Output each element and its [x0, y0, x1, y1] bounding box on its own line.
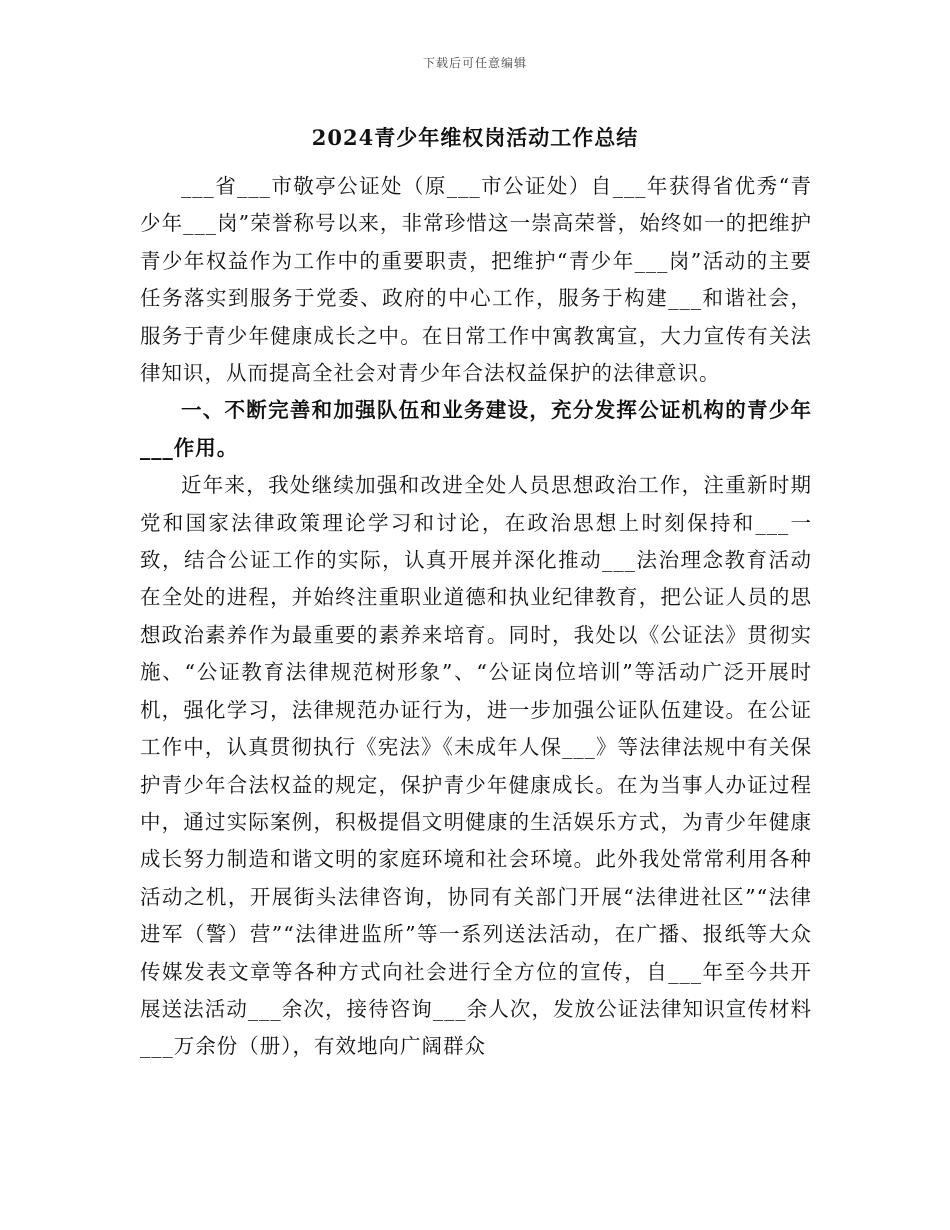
- body-paragraph: 近年来，我处继续加强和改进全处人员思想政治工作，注重新时期党和国家法律政策理论学习和讨论，在政治思想上时刻保持和___一致，结合公证工作的实际，认真开展并深化推动___法治理念教育活动在全处的进程，并始终注重职业道德和执业纪律教育，把公证人员的思想政治素养作为最重要的素养来培育。同时，我处以《公证法》贯彻实施、“公证教育法律规范树形象”、“公证岗位培训”等活动广泛开展时机，强化学习，法律规范办证行为，进一步加强公证队伍建设。在公证工作中，认真贯彻执行《宪法》《未成年人保___》等法律法规中有关保护青少年合法权益的规定，保护青少年健康成长。在为当事人办证过程中，通过实际案例，积极提倡文明健康的生活娱乐方式，为青少年健康成长努力制造和谐文明的家庭环境和社会环境。此外我处常常利用各种活动之机，开展街头法律咨询，协同有关部门开展“法律进社区”“法律进军（警）营”“法律进监所”等一系列送法活动，在广播、报纸等大众传媒发表文章等各种方式向社会进行全方位的宣传，自___年至今共开展送法活动___余次，接待咨询___余人次，发放公证法律知识宣传材料___万余份（册），有效地向广阔群众: [140, 473, 812, 1059]
- document-body: [140, 168, 812, 1066]
- section-heading: 一、不断完善和加强队伍和业务建设，充分发挥公证机构的青少年___作用。: [140, 398, 812, 460]
- intro-paragraph: ___省___市敬亭公证处（原___市公证处）自___年获得省优秀“青少年___岗”荣誉称号以来，非常珍惜这一崇高荣誉，始终如一的把维护青少年权益作为工作中的重要职责，把维护“青少年___岗”活动的主要任务落实到服务于党委、政府的中心工作，服务于构建___和谐社会，服务于青少年健康成长之中。在日常工作中寓教寓宣，大力宣传有关法律知识，从而提高全社会对青少年合法权益保护的法律意识。: [140, 174, 812, 386]
- header-note: 下载后可任意编辑: [422, 56, 527, 70]
- document-title: 2024青少年维权岗活动工作总结: [311, 125, 639, 150]
